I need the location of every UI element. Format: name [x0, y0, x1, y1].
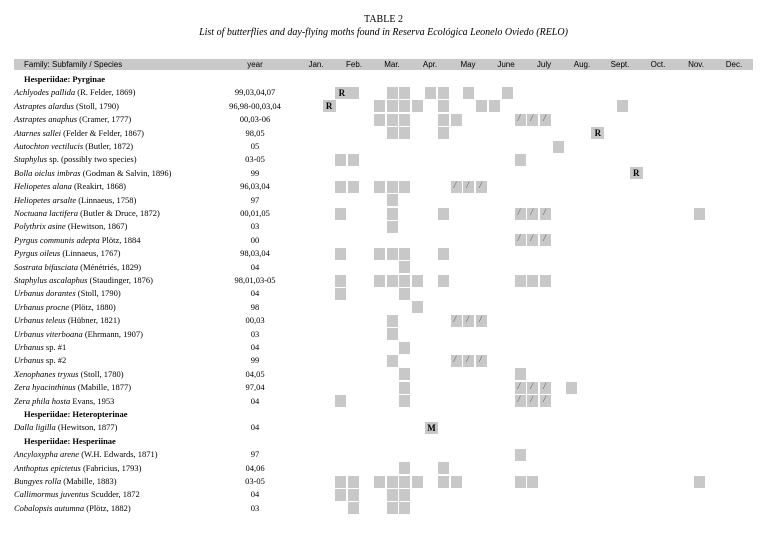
occurrence-cell	[438, 87, 449, 99]
occurrence-cell-hatched	[463, 315, 474, 327]
occurrence-cell	[387, 114, 398, 126]
month-header-8: Sept.	[610, 60, 630, 69]
occurrence-cell-hatched	[476, 355, 487, 367]
species-year: 00	[250, 234, 260, 245]
occurrence-cell	[335, 395, 346, 407]
occurrence-cell	[399, 275, 410, 287]
occurrence-cell-hatched	[540, 114, 551, 126]
occurrence-cell	[502, 87, 513, 99]
occurrence-cell	[399, 462, 410, 474]
occurrence-cell	[335, 248, 346, 260]
species-year: 98	[250, 301, 260, 312]
occurrence-cell	[387, 476, 398, 488]
occurrence-cell	[399, 87, 410, 99]
occurrence-cell-hatched	[476, 181, 487, 193]
occurrence-cell	[335, 489, 346, 501]
occurrence-cell	[438, 100, 449, 112]
occurrence-cell	[335, 181, 346, 193]
occurrence-cell	[553, 141, 564, 153]
occurrence-cell	[374, 275, 385, 287]
species-year: 00,01,05	[240, 208, 270, 218]
species-name: Urbanus viterboana (Ehrmann, 1907)	[14, 328, 143, 339]
species-year: 04,05	[245, 368, 265, 379]
record-mark: R	[323, 100, 336, 112]
occurrence-cell	[387, 127, 398, 139]
occurrence-cell	[387, 355, 398, 367]
occurrence-cell	[399, 248, 410, 260]
occurrence-cell	[374, 114, 385, 126]
record-mark: R	[630, 167, 643, 179]
column-header-year: year	[247, 60, 263, 69]
occurrence-cell	[348, 476, 359, 488]
occurrence-cell-hatched	[451, 315, 462, 327]
occurrence-cell	[335, 275, 346, 287]
occurrence-cell-hatched	[463, 181, 474, 193]
occurrence-cell	[438, 208, 449, 220]
column-header-family: Family: Subfamily / Species	[24, 60, 123, 69]
table-subtitle: List of butterflies and day-flying moths found in Reserva Ecológica Leonelo Oviedo (RELO)	[199, 27, 568, 38]
occurrence-cell	[387, 100, 398, 112]
species-year: 99,03,04,07	[234, 87, 276, 98]
month-header-3: Apr.	[422, 60, 438, 69]
occurrence-cell	[412, 100, 423, 112]
occurrence-cell	[412, 301, 423, 313]
species-year: 04,06	[245, 462, 265, 473]
occurrence-cell	[374, 476, 385, 488]
occurrence-cell	[399, 100, 410, 112]
record-mark: R	[335, 87, 348, 99]
occurrence-cell	[387, 248, 398, 260]
species-name: Zera phila hosta Evans, 1953	[14, 395, 115, 406]
occurrence-cell	[399, 114, 410, 126]
section-heading: Hesperiidae: Pyrginae	[24, 74, 105, 84]
occurrence-cell	[387, 315, 398, 327]
species-name: Astraptes alardus (Stoll, 1790)	[14, 100, 120, 111]
species-year: 05	[250, 141, 260, 151]
species-name: Cobalopsis autumna (Plötz, 1882)	[14, 502, 131, 513]
section-heading: Hesperiidae: Hesperiinae	[24, 435, 116, 446]
occurrence-cell-hatched	[515, 382, 526, 394]
species-year: 03-05	[245, 154, 265, 165]
month-header-9: Oct.	[650, 60, 666, 69]
occurrence-cell	[399, 127, 410, 139]
occurrence-cell	[438, 275, 449, 287]
occurrence-cell	[515, 476, 526, 488]
occurrence-cell	[425, 87, 436, 99]
species-name: Heliopetes alana (Reakirt, 1868)	[14, 181, 126, 192]
occurrence-cell	[399, 476, 410, 488]
species-year: 03-05	[245, 476, 265, 486]
occurrence-cell	[399, 382, 410, 394]
occurrence-cell	[387, 221, 398, 233]
species-name: Atarnes sallei (Felder & Felder, 1867)	[14, 127, 144, 138]
species-year: 03	[250, 328, 260, 339]
occurrence-cell	[387, 208, 398, 220]
species-name: Zera hyacinthinus (Mabille, 1877)	[14, 382, 132, 393]
occurrence-cell-hatched	[527, 234, 538, 246]
section-heading: Hesperiidae: Heteropterinae	[24, 409, 128, 419]
species-name: Ancyloxypha arene (W.H. Edwards, 1871)	[14, 449, 158, 460]
occurrence-cell	[412, 275, 423, 287]
occurrence-cell	[374, 248, 385, 260]
occurrence-cell	[387, 502, 398, 514]
occurrence-cell	[399, 368, 410, 380]
occurrence-cell	[476, 100, 487, 112]
species-name: Sostrata bifasciata (Ménétriés, 1829)	[14, 261, 142, 272]
occurrence-cell	[387, 194, 398, 206]
occurrence-cell	[387, 328, 398, 340]
species-name: Staphylus sp. (possibly two species)	[14, 154, 137, 165]
species-year: 03	[250, 221, 260, 232]
species-year: 97	[250, 449, 260, 460]
species-name: Bungyes rolla (Mabille, 1883)	[14, 476, 117, 486]
occurrence-cell	[399, 181, 410, 193]
species-name: Anthoptus epictetus (Fabricius, 1793)	[14, 462, 142, 473]
occurrence-cell	[566, 382, 577, 394]
species-name: Staphylus ascalaphus (Staudinger, 1876)	[14, 275, 153, 285]
occurrence-cell	[348, 489, 359, 501]
species-year: 97,04	[245, 382, 265, 393]
occurrence-cell	[387, 489, 398, 501]
species-year: 04	[250, 342, 260, 352]
occurrence-cell-hatched	[476, 315, 487, 327]
occurrence-cell-hatched	[527, 382, 538, 394]
occurrence-cell	[399, 489, 410, 501]
occurrence-cell	[348, 154, 359, 166]
table-title: TABLE 2	[364, 14, 403, 25]
occurrence-cell	[438, 114, 449, 126]
occurrence-cell	[527, 275, 538, 287]
occurrence-cell	[348, 181, 359, 193]
occurrence-cell	[438, 127, 449, 139]
occurrence-cell	[335, 288, 346, 300]
species-year: 04	[250, 395, 260, 406]
species-name: Urbanus teleus (Hübner, 1821)	[14, 315, 120, 326]
species-name: Noctuana lactifera (Butler & Druce, 1872)	[14, 208, 160, 218]
occurrence-cell	[399, 395, 410, 407]
occurrence-cell	[335, 154, 346, 166]
occurrence-cell	[694, 208, 705, 220]
occurrence-cell	[463, 87, 474, 99]
occurrence-cell-hatched	[515, 114, 526, 126]
occurrence-cell	[694, 476, 705, 488]
species-name: Astraptes anaphus (Cramer, 1777)	[14, 114, 132, 125]
species-year: 03	[250, 502, 260, 513]
month-header-7: Aug.	[573, 60, 591, 69]
occurrence-cell	[399, 502, 410, 514]
species-name: Autochton vectilucis (Butler, 1872)	[14, 141, 134, 151]
month-header-11: Dec.	[725, 60, 743, 69]
occurrence-cell	[374, 181, 385, 193]
occurrence-cell	[451, 114, 462, 126]
occurrence-cell-hatched	[540, 395, 551, 407]
occurrence-cell	[438, 462, 449, 474]
occurrence-cell-hatched	[463, 355, 474, 367]
species-year: 98,03,04	[240, 248, 270, 259]
species-year: 98,05	[245, 127, 265, 138]
occurrence-cell	[374, 100, 385, 112]
species-year: 04	[250, 261, 260, 272]
occurrence-cell-hatched	[540, 382, 551, 394]
occurrence-cell	[515, 154, 526, 166]
month-header-4: May	[460, 60, 476, 69]
month-header-1: Feb.	[345, 60, 362, 69]
record-mark: M	[425, 422, 438, 434]
occurrence-cell	[399, 261, 410, 273]
species-name: Urbanus sp. #2	[14, 355, 67, 366]
species-name: Bolla oiclus imbras (Godman & Salvin, 1896)	[14, 167, 172, 178]
occurrence-cell	[399, 288, 410, 300]
occurrence-cell	[451, 476, 462, 488]
month-header-0: Jan.	[308, 60, 324, 69]
month-header-10: Nov.	[688, 60, 704, 69]
occurrence-cell	[489, 100, 500, 112]
occurrence-cell	[399, 342, 410, 354]
species-year: 96,98-00,03,04	[229, 100, 281, 111]
species-name: Pyrgus communis adepta Plötz, 1884	[14, 234, 141, 245]
species-year: 04	[250, 288, 260, 299]
occurrence-cell-hatched	[527, 395, 538, 407]
species-year: 96,03,04	[240, 181, 270, 192]
record-mark: R	[591, 127, 604, 139]
occurrence-cell-hatched	[527, 114, 538, 126]
occurrence-cell-hatched	[540, 208, 551, 220]
occurrence-cell	[348, 502, 359, 514]
species-name: Urbanus dorantes (Stoll, 1790)	[14, 288, 121, 299]
occurrence-cell	[438, 476, 449, 488]
species-name: Xenophanes tryxus (Stoll, 1780)	[14, 368, 124, 379]
occurrence-cell-hatched	[451, 181, 462, 193]
species-name: Callimormus juventus Scudder, 1872	[14, 489, 140, 500]
occurrence-cell-hatched	[515, 395, 526, 407]
occurrence-cell	[617, 100, 628, 112]
occurrence-cell-hatched	[540, 234, 551, 246]
species-year: 97	[250, 194, 260, 205]
species-name: Achlyodes pallida (R. Felder, 1869)	[14, 87, 136, 98]
occurrence-cell	[387, 181, 398, 193]
occurrence-cell	[515, 449, 526, 461]
species-name: Pyrgus oileus (Linnaeus, 1767)	[14, 248, 121, 259]
occurrence-cell	[540, 275, 551, 287]
month-header-2: Mar.	[384, 60, 400, 69]
occurrence-cell-hatched	[515, 234, 526, 246]
occurrence-cell	[412, 476, 423, 488]
species-year: 04	[250, 489, 260, 500]
occurrence-cell	[515, 275, 526, 287]
occurrence-cell	[335, 476, 346, 488]
occurrence-cell	[527, 476, 538, 488]
month-header-6: July	[536, 60, 552, 69]
species-year: 98,01,03-05	[234, 275, 276, 285]
occurrence-cell	[348, 87, 359, 99]
occurrence-cell-hatched	[527, 208, 538, 220]
species-name: Dalla ligilla (Hewitson, 1877)	[14, 422, 118, 433]
occurrence-cell	[515, 368, 526, 380]
species-name: Urbanus sp. #1	[14, 342, 67, 352]
species-year: 04	[250, 422, 260, 433]
species-name: Polythrix asine (Hewitson, 1867)	[14, 221, 128, 232]
species-year: 00,03	[245, 315, 265, 326]
species-year: 00,03-06	[239, 114, 271, 125]
species-year: 99	[250, 167, 260, 178]
species-year: 99	[250, 355, 260, 366]
species-name: Urbanus procne (Plötz, 1880)	[14, 301, 116, 312]
occurrence-cell	[387, 275, 398, 287]
month-header-5: June	[497, 60, 515, 69]
occurrence-cell	[387, 87, 398, 99]
occurrence-cell	[438, 248, 449, 260]
occurrence-cell-hatched	[451, 355, 462, 367]
species-name: Heliopetes arsalte (Linnaeus, 1758)	[14, 194, 137, 205]
occurrence-cell	[335, 208, 346, 220]
occurrence-cell-hatched	[515, 208, 526, 220]
